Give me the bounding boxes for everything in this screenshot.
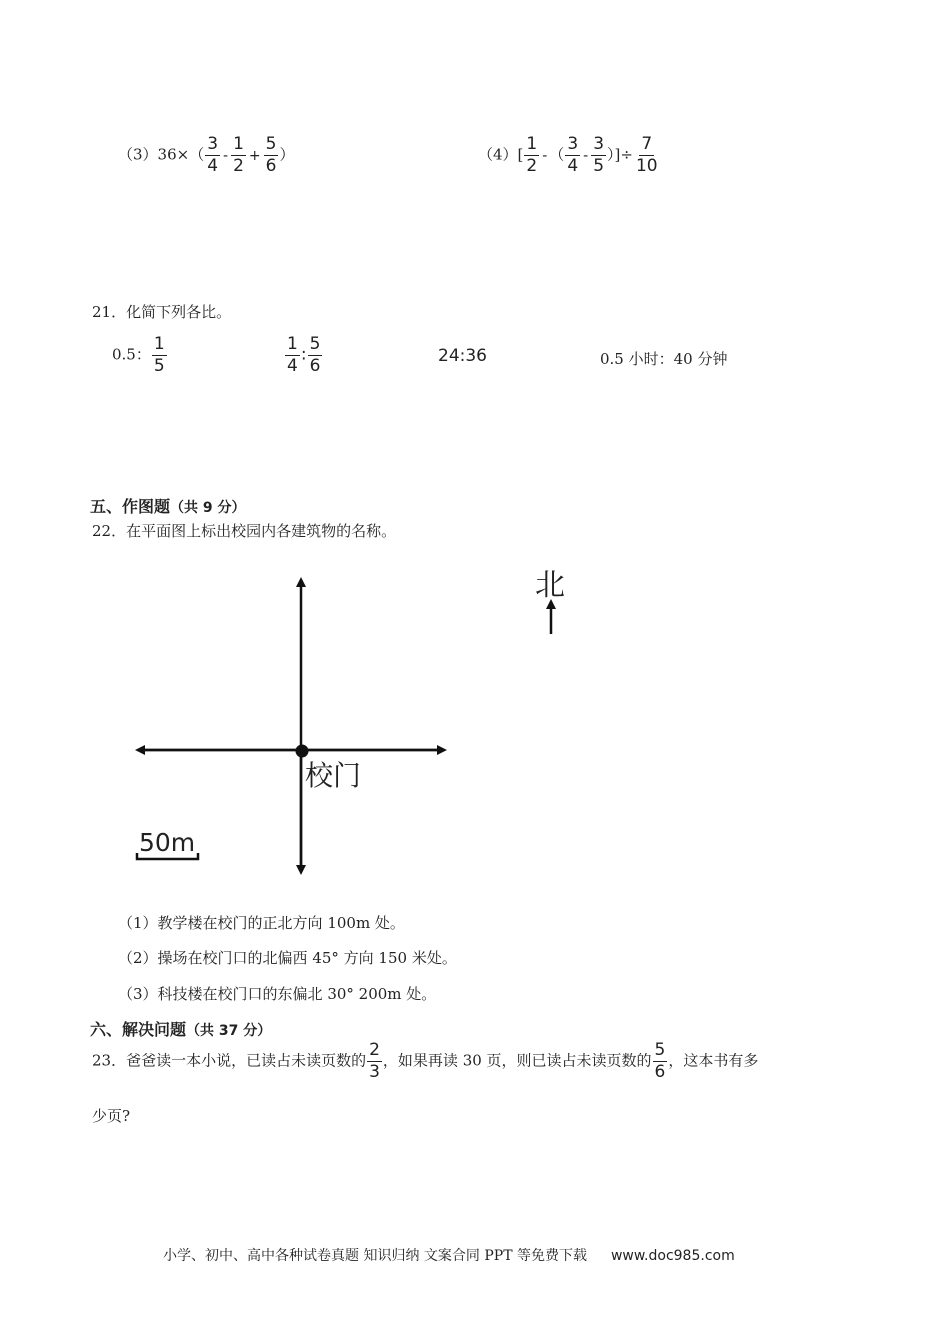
q21-ratio-4: 0.5 小时：40 分钟 — [600, 350, 728, 368]
footer-link[interactable]: www.doc985.com — [610, 1248, 735, 1264]
fraction: $\frac{3}{5}$ — [593, 134, 605, 176]
q22-title: 22．在平面图上标出校园内各建筑物的名称。 — [92, 522, 397, 540]
section-6-heading: 六、解决问题（共 37 分） — [90, 1020, 272, 1039]
q21-title: 21．化简下列各比。 — [92, 303, 232, 321]
q20-part4: （4）[ $\frac{1}{2}$ - （ $\frac{3}{4}$ - $\frac{3}{5}$ ）]÷ $\frac{7}{10}$ — [478, 134, 658, 176]
fraction: $\frac{7}{10}$ — [635, 134, 658, 176]
page-footer — [163, 1245, 735, 1265]
footer-text: 小学、初中、高中各种试卷真题 知识归纳 文案合同 PPT 等免费下载 — [163, 1248, 587, 1264]
fraction: $\frac{1}{4}$ — [287, 334, 298, 376]
north-label: 北 — [535, 568, 565, 603]
q21-ratio-2: $\frac{1}{4}$ : $\frac{5}{6}$ — [287, 334, 321, 376]
q23-line-2: 少页? — [92, 1107, 131, 1125]
school-gate-label: 校门 — [305, 759, 362, 792]
fraction: $\frac{1}{5}$ — [153, 334, 165, 376]
fraction: $\frac{5}{6}$ — [265, 134, 277, 176]
scale-label: 50m — [139, 828, 196, 857]
fraction: $\frac{3}{4}$ — [207, 134, 219, 176]
q22-item-2: （2）操场在校门口的北偏西 45° 方向 150 米处。 — [118, 949, 457, 967]
fraction: $\frac{1}{2}$ — [233, 134, 244, 176]
q21-ratio-3: 24:36 — [438, 346, 487, 366]
q22-item-3: （3）科技楼在校门口的东偏北 30° 200m 处。 — [118, 985, 437, 1003]
q21-ratio-1: 0.5： $\frac{1}{5}$ — [112, 334, 165, 376]
school-gate-point — [296, 745, 309, 758]
q20-part3: （3）36×（ $\frac{3}{4}$ - $\frac{1}{2}$ + $\frac{5}{6}$ ） — [118, 134, 295, 176]
fraction: $\frac{5}{6}$ — [309, 334, 321, 376]
fraction: $\frac{5}{6}$ — [654, 1040, 666, 1082]
q20-part3-prefix: （3）36×（ — [118, 145, 205, 164]
fraction: $\frac{2}{3}$ — [369, 1040, 380, 1082]
fraction: $\frac{3}{4}$ — [567, 134, 579, 176]
fraction: $\frac{1}{2}$ — [526, 134, 538, 176]
q23-line-1: 23．爸爸读一本小说，已读占未读页数的 $\frac{2}{3}$ ，如果再读 30 页，则已读占未读页数的 $\frac{5}{6}$ ，这本书有多 — [92, 1040, 759, 1082]
q22-item-1: （1）教学楼在校门的正北方向 100m 处。 — [118, 914, 405, 932]
section-5-heading: 五、作图题（共 9 分） — [90, 497, 246, 516]
